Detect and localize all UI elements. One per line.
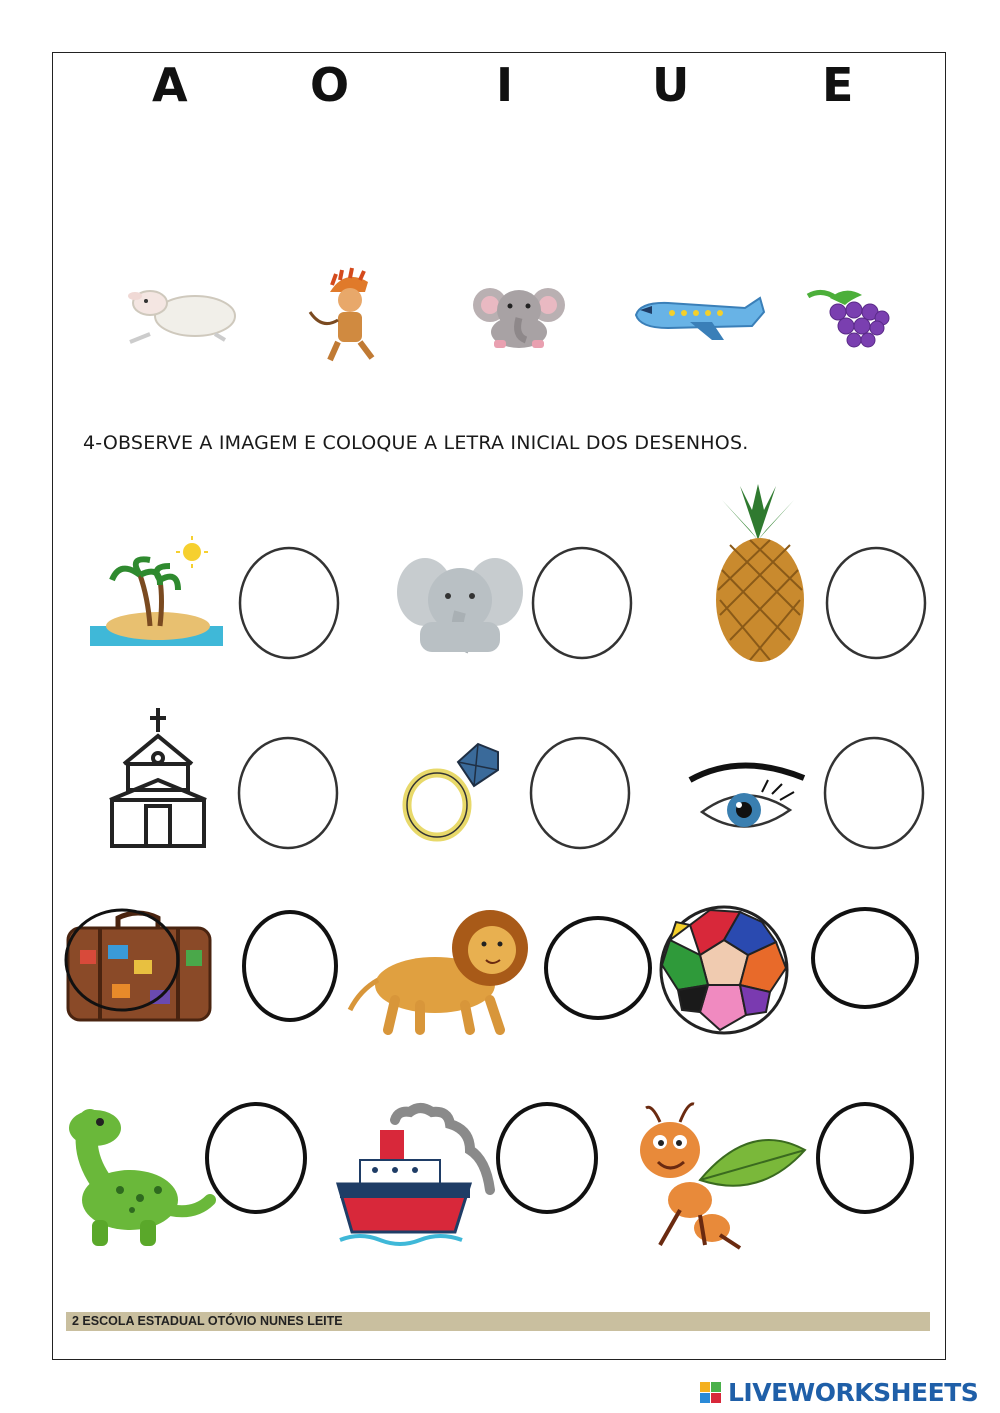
answer-circle[interactable] [546,918,650,1018]
vowel-u: U [652,58,690,112]
answer-circle[interactable] [240,548,338,658]
ship-icon [338,1108,490,1244]
indigenous-archer-icon [310,268,372,360]
island-icon [90,536,223,646]
vowel-e: E [822,58,854,112]
elephant-icon [397,558,523,652]
ball-icon [661,907,787,1033]
footer-bar [66,1312,930,1331]
answer-circle[interactable] [239,738,337,848]
suitcase-icon [66,910,210,1020]
brand[interactable] [700,1378,995,1408]
brand-name: LIVEWORKSHEETS [728,1378,979,1407]
answer-circle[interactable] [825,738,923,848]
airplane-icon [636,298,764,340]
answer-circle[interactable] [498,1104,596,1212]
pineapple-icon [716,484,804,662]
grapes-icon [808,291,889,347]
vowel-i: I [496,58,514,112]
footer-text: 2 ESCOLA ESTADUAL OTÓVIO NUNES LEITE [72,1314,343,1328]
dinosaur-icon [69,1110,210,1246]
answer-circle[interactable] [813,909,917,1007]
vowel-a: A [152,58,188,112]
lion-icon [350,910,528,1030]
vowel-o: O [310,58,350,112]
answer-circle[interactable] [244,912,336,1020]
answer-circle[interactable] [827,548,925,658]
ant-icon [640,1104,805,1248]
sheep-icon [128,291,235,342]
answer-circle[interactable] [531,738,629,848]
instruction-text: 4-OBSERVE A IMAGEM E COLOQUE A LETRA INICIAL DOS DESENHOS. [83,432,749,454]
answer-circle[interactable] [533,548,631,658]
church-icon [110,708,206,846]
answer-circle[interactable] [818,1104,912,1212]
eye-icon [690,765,804,827]
elephant-icon [473,288,565,348]
ring-icon [407,744,498,837]
answer-circle[interactable] [207,1104,305,1212]
